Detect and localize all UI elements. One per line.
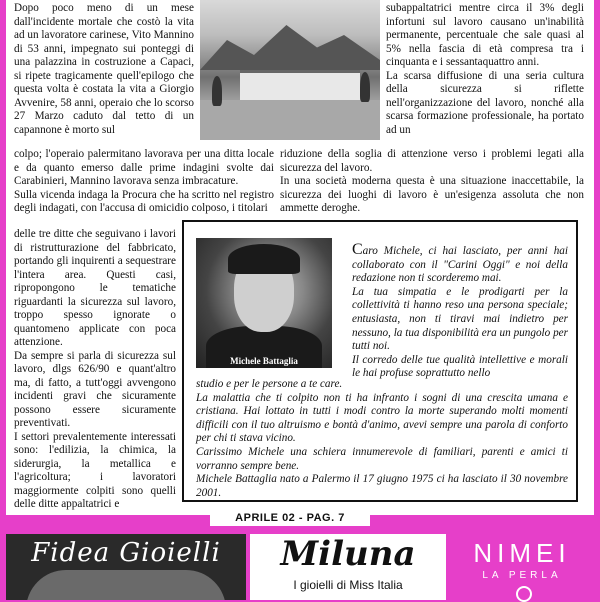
article-paragraph: I settori prevalentemente interessati sono: l'edilizia, la chimica, la siderurgia, la metallica e l'agricoltura; i lavoratori maggiormente colpiti sono quelli delle ditte appaltatrici e xyxy=(14,430,176,510)
photo-tree xyxy=(212,76,222,106)
article-paragraph: In una società moderna questa è una situazione inaccettabile, la sicurezza dei luoghi di lavoro è un'esigenza assoluta che non ammette deroghe. xyxy=(280,175,584,214)
storefront-image xyxy=(26,570,226,600)
article-paragraph: riduzione della soglia di attenzione verso i problemi legati alla sicurezza del lavoro. xyxy=(280,148,584,174)
article-column-left-wide xyxy=(14,148,274,216)
miluna-tagline: I gioielli di Miss Italia xyxy=(293,578,403,592)
ad-fidea-gioielli[interactable] xyxy=(6,534,246,600)
article-paragraph: Sulla vicenda indaga la Procura che ha scritto nel registro degli indagati, con l'accusa di omicidio colposo, i titolari xyxy=(14,188,274,214)
photo-ground xyxy=(200,100,380,140)
article-photo xyxy=(200,0,380,140)
portrait-hair xyxy=(228,244,300,274)
drop-cap: C xyxy=(352,241,363,258)
photo-mountains xyxy=(200,20,380,70)
portrait-caption: Michele Battaglia xyxy=(230,356,298,366)
ad-strip xyxy=(6,534,594,600)
page-footer: APRILE 02 - PAG. 7 xyxy=(210,510,370,526)
photo-building xyxy=(240,70,360,103)
article-paragraph: Da sempre si parla di sicurezza sul lavoro, dlgs 626/90 e quant'altro ma, di fatto, a tutt'oggi avvengono incidenti gravi che sicuramente possono essere sicuramente preventivati. xyxy=(14,349,176,429)
memorial-text-top xyxy=(352,243,568,381)
nimei-subtitle: LA PERLA xyxy=(482,570,562,581)
article-column-right-wide xyxy=(280,148,584,216)
article-column-narrow xyxy=(14,228,176,512)
ad-fidea-name: Fidea Gioielli xyxy=(31,538,221,568)
article-column-right xyxy=(386,2,584,137)
article-column-left xyxy=(14,2,194,137)
ad-nimei[interactable] xyxy=(450,534,594,600)
memorial-paragraph: Carissimo Michele una schiera innumerevole di familiari, parenti e amici ti vorranno sempre bene. xyxy=(196,445,568,472)
nimei-logo: NIMEI xyxy=(473,538,571,568)
memorial-paragraph: La tua simpatia e le prodigarti per la collettività ti hanno reso una persona speciale; entusiasta, non ti tiravi mai indietro per nessuno, la tua disponibilità era un pungolo per tutti noi. xyxy=(352,285,568,353)
memorial-text-full xyxy=(196,378,568,500)
memorial-paragraph: Il corredo delle tue qualità intellettive e morali le hai profuse soprattutto nello xyxy=(352,353,568,380)
ad-miluna[interactable] xyxy=(250,534,446,600)
article-paragraph: subappaltatrici mentre circa il 3% degli infortuni sul lavoro causano un'inabilità permanente, percentuale che sale quasi al 5% nella fascia di età compresa tra i cinquanta e i sessantaquattro anni. xyxy=(386,2,584,68)
photo-tree xyxy=(360,72,370,102)
memorial-paragraph: aro Michele, ci hai lasciato, per anni hai collaborato con il "Carini Oggi" e noi della redazione non ti scorderemo mai. xyxy=(352,245,568,285)
article-paragraph: La scarsa diffusione di una seria cultura della sicurezza si riflette nell'organizzazione del lavoro, nonché alla scarsa formazione professionale, ha portato ad un xyxy=(386,69,584,136)
memorial-paragraph: La malattia che ti colpito non ti ha infranto i sogni di una crescita umana e cristiana. Hai lottato in tutti i modi contro la morte superando molti momenti difficili con il tuo altruismo e bontà d'animo, avevi sempre una parola di conforto per chi ti stava vicino. xyxy=(196,391,568,445)
article-paragraph: delle tre ditte che seguivano i lavori di ristrutturazione del fabbricato, portando gli inquirenti a sequestrare l'intera area. Questi casi, ripropongono le tematiche riguardanti la sicurezza sul lavoro, troppo spesso ignorate o quantomeno applicate con poca attenzione. xyxy=(14,228,176,348)
article-paragraph: colpo; l'operaio palermitano lavorava per una ditta locale e da quanto emerso dalle prime indagini svolte dai Carabinieri, Mannino lavorava senza imbracature. xyxy=(14,148,274,187)
article-paragraph: Dopo poco meno di un mese dall'incidente mortale che costò la vita ad un lavoratore carinese, Vito Mannino di 53 anni, impegnato sui ponteggi di una palazzina in costruzione a Capaci, si ripete tragicamente quell'epilogo che questa volta è costata la vita a Giorgio Avvenire, 58 anni, operaio che lo scorso 27 Marzo caduto dal tetto di un capannone è morto sul xyxy=(14,2,194,136)
memorial-portrait xyxy=(196,238,332,368)
memorial-paragraph: studio e per le persone a te care. xyxy=(196,378,343,390)
miluna-logo: Miluna xyxy=(280,534,416,574)
memorial-paragraph: Michele Battaglia nato a Palermo il 17 giugno 1975 ci ha lasciato il 30 novembre 2001. xyxy=(196,473,568,499)
